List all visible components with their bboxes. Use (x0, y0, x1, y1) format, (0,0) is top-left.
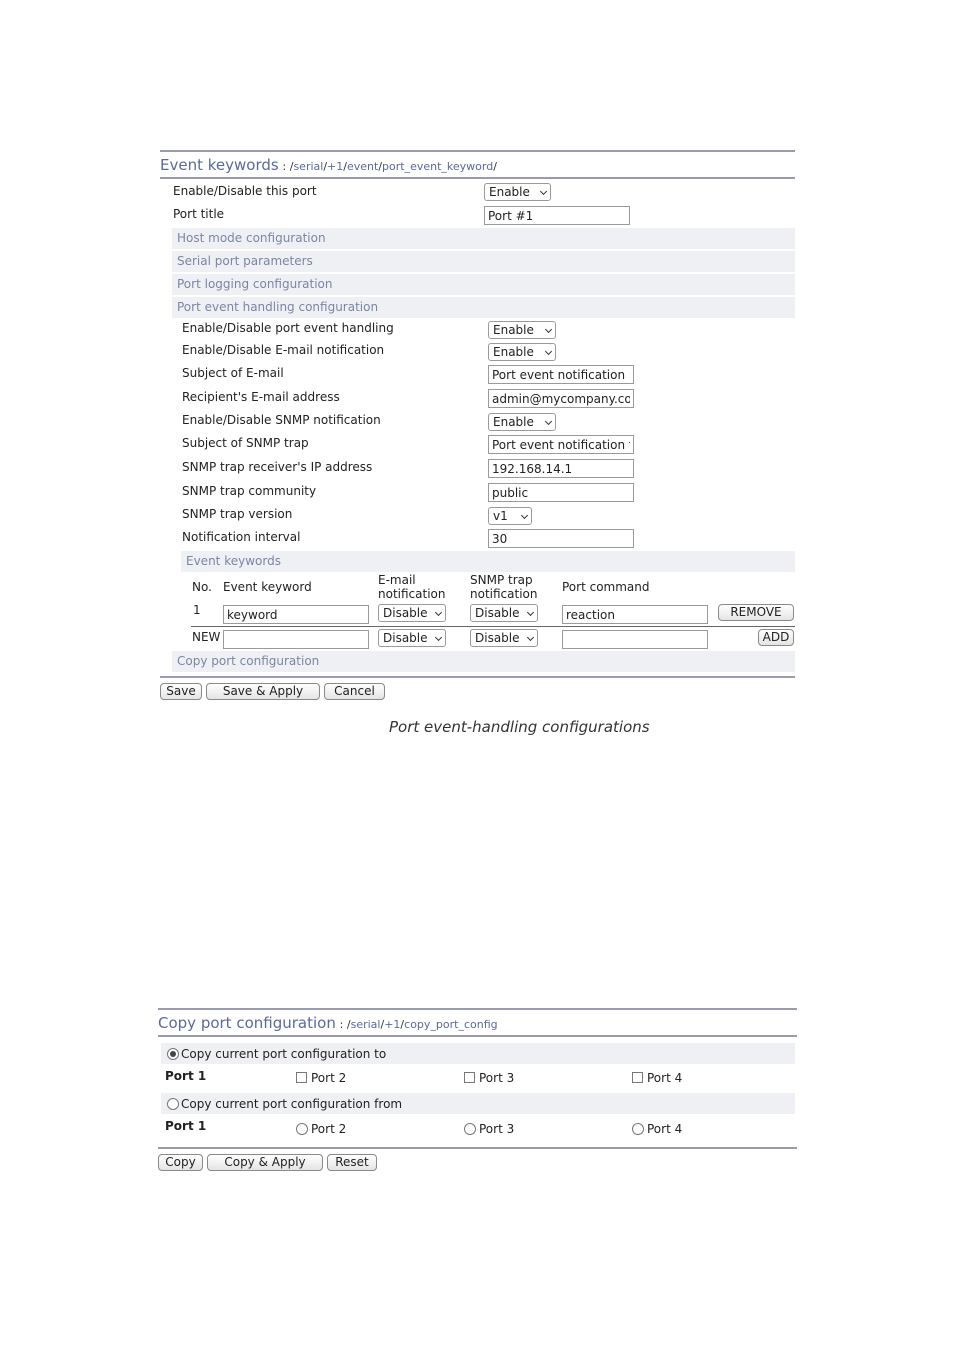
copy-to-port2-checkbox[interactable] (296, 1072, 307, 1083)
row1-keyword-input[interactable] (223, 605, 369, 624)
save-button[interactable]: Save (160, 683, 202, 700)
row1-snmp-select[interactable]: Disable (470, 604, 538, 622)
email-recipient-label: Recipient's E-mail address (182, 390, 340, 404)
col-keyword: Event keyword (223, 580, 312, 594)
snmp-ip-input[interactable] (488, 459, 634, 478)
add-button[interactable]: ADD (758, 629, 794, 646)
copy-apply-button[interactable]: Copy & Apply (207, 1154, 323, 1171)
cancel-button[interactable]: Cancel (324, 683, 385, 700)
enable-port-label: Enable/Disable this port (173, 184, 317, 198)
snmp-version-select[interactable]: v1 (488, 507, 532, 525)
snmp-community-input[interactable] (488, 483, 634, 502)
email-recipient-input[interactable] (488, 389, 634, 408)
copy-to-port4-label: Port 4 (647, 1071, 683, 1085)
interval-input[interactable] (488, 529, 634, 548)
col-email-l1: E-mail (378, 573, 416, 587)
remove-button[interactable]: REMOVE (718, 604, 794, 621)
new-keyword-input[interactable] (223, 630, 369, 649)
copy-breadcrumb-port[interactable]: +1 (384, 1018, 401, 1031)
copy-top-rule (158, 1008, 797, 1010)
copy-title-rule (158, 1035, 797, 1037)
col-snmp-l2: notification (470, 587, 538, 601)
col-snmp-l1: SNMP trap (470, 573, 533, 587)
breadcrumb-event[interactable]: event (346, 160, 379, 173)
copy-to-port3-checkbox[interactable] (464, 1072, 475, 1083)
copy-from-port2-label: Port 2 (311, 1122, 347, 1136)
col-email-l2: notification (378, 587, 446, 601)
breadcrumb-keyword[interactable]: port_event_keyword (382, 160, 494, 173)
title-rule (160, 177, 795, 179)
col-command: Port command (562, 580, 650, 594)
snmp-subject-label: Subject of SNMP trap (182, 436, 309, 450)
snmp-notify-label: Enable/Disable SNMP notification (182, 413, 381, 427)
band-host-mode[interactable]: Host mode configuration (172, 228, 795, 249)
band-serial-params[interactable]: Serial port parameters (172, 251, 795, 272)
snmp-notify-select[interactable]: Enable (488, 413, 556, 431)
copy-from-port3-radio[interactable] (464, 1123, 476, 1135)
reset-button[interactable]: Reset (327, 1154, 377, 1171)
snmp-subject-input[interactable] (488, 435, 634, 454)
copy-from-port-label: Port 1 (165, 1119, 207, 1133)
copy-from-port3-label: Port 3 (479, 1122, 515, 1136)
port-title-label: Port title (173, 207, 225, 221)
band-logging[interactable]: Port logging configuration (172, 274, 795, 295)
interval-label: Notification interval (182, 530, 301, 544)
copy-button[interactable]: Copy (158, 1154, 203, 1171)
copy-section-title (158, 1014, 498, 1032)
email-notify-select[interactable]: Enable (488, 343, 556, 361)
copy-page-title: Copy port configuration (158, 1014, 336, 1032)
col-no: No. (192, 580, 212, 594)
breadcrumb-serial[interactable]: serial (293, 160, 324, 173)
breadcrumb-port[interactable]: +1 (327, 160, 344, 173)
top-rule (160, 150, 795, 152)
new-command-input[interactable] (562, 630, 708, 649)
email-subject-input[interactable] (488, 365, 634, 384)
event-handling-select[interactable]: Enable (488, 321, 556, 339)
copy-from-port4-label: Port 4 (647, 1122, 683, 1136)
copy-breadcrumb: : /serial/+1/copy_port_config (339, 1018, 498, 1031)
enable-port-select[interactable]: Enable (484, 183, 551, 201)
row1-command-input[interactable] (562, 605, 708, 624)
copy-breadcrumb-config[interactable]: copy_port_config (404, 1018, 498, 1031)
port-title-input[interactable] (484, 206, 630, 225)
new-snmp-select[interactable]: Disable (470, 629, 538, 647)
figure-caption: Port event-handling configurations (389, 718, 650, 736)
copy-to-port4-checkbox[interactable] (632, 1072, 643, 1083)
copy-bottom-rule (158, 1147, 797, 1149)
snmp-ip-label: SNMP trap receiver's IP address (182, 460, 373, 474)
copy-from-label: Copy current port configuration from (181, 1097, 403, 1111)
row1-email-select[interactable]: Disable (378, 604, 446, 622)
band-copy-port[interactable]: Copy port configuration (172, 651, 795, 672)
snmp-community-label: SNMP trap community (182, 484, 317, 498)
band-event-handling[interactable]: Port event handling configuration (172, 297, 795, 318)
email-notify-label: Enable/Disable E-mail notification (182, 343, 385, 357)
section-title (160, 156, 497, 174)
copy-to-port3-label: Port 3 (479, 1071, 515, 1085)
copy-to-port-label: Port 1 (165, 1069, 207, 1083)
copy-breadcrumb-serial[interactable]: serial (350, 1018, 381, 1031)
copy-from-port4-radio[interactable] (632, 1123, 644, 1135)
snmp-version-label: SNMP trap version (182, 507, 293, 521)
copy-to-port2-label: Port 2 (311, 1071, 347, 1085)
new-email-select[interactable]: Disable (378, 629, 446, 647)
page-title: Event keywords (160, 156, 279, 174)
copy-to-radio[interactable] (167, 1048, 179, 1060)
breadcrumb: : /serial/+1/event/port_event_keyword/ (282, 160, 497, 173)
event-handling-label: Enable/Disable port event handling (182, 321, 394, 335)
keywords-divider (191, 626, 795, 627)
band-event-keywords[interactable]: Event keywords (181, 551, 795, 572)
email-subject-label: Subject of E-mail (182, 366, 284, 380)
new-row-no: NEW (192, 630, 221, 644)
save-apply-button[interactable]: Save & Apply (206, 683, 320, 700)
copy-from-port2-radio[interactable] (296, 1123, 308, 1135)
copy-to-label: Copy current port configuration to (181, 1047, 387, 1061)
row1-no: 1 (193, 603, 201, 617)
copy-from-radio[interactable] (167, 1098, 179, 1110)
bottom-rule (160, 676, 795, 678)
